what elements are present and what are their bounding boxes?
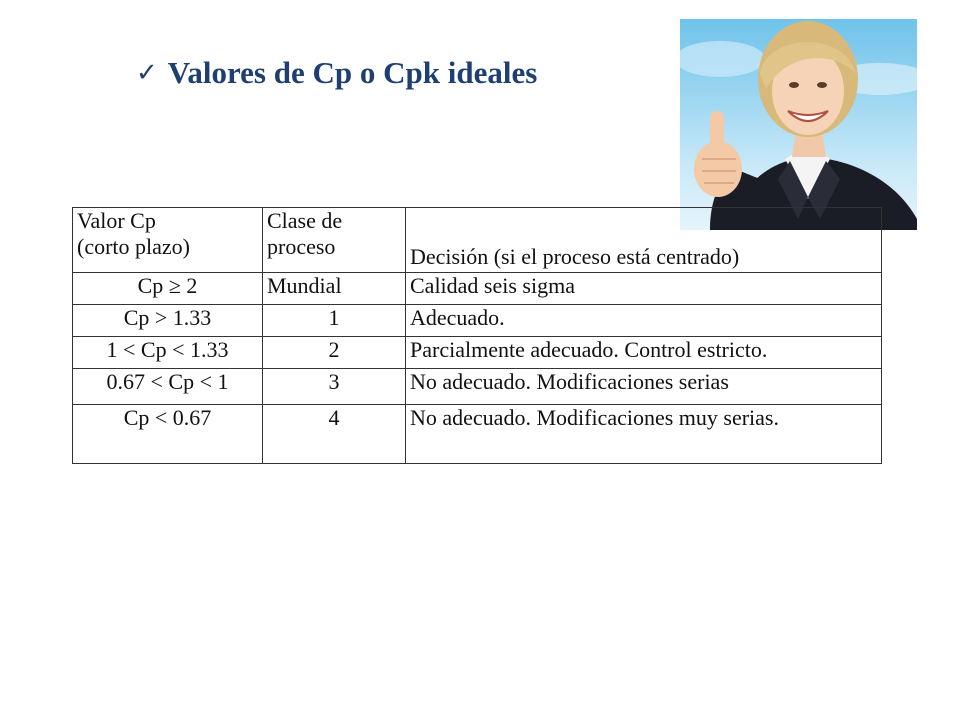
table-row <box>73 369 882 405</box>
table-row <box>73 405 882 464</box>
table-row <box>73 305 882 337</box>
cell-valor: 1 < Cp < 1.33 <box>73 337 263 369</box>
cell-clase: Mundial <box>263 273 406 305</box>
header-valor-cp-line2: (corto plazo) <box>77 234 190 259</box>
cell-clase: 3 <box>263 369 406 405</box>
table-row <box>73 273 882 305</box>
cell-decision: Adecuado. <box>406 305 882 337</box>
cell-valor: Cp > 1.33 <box>73 305 263 337</box>
cell-valor: Cp ≥ 2 <box>73 273 263 305</box>
cell-clase: 4 <box>263 405 406 464</box>
cell-clase: 1 <box>263 305 406 337</box>
table-row <box>73 337 882 369</box>
table-header-row <box>73 208 882 273</box>
cell-decision: Calidad seis sigma <box>406 273 882 305</box>
header-clase-line2: proceso <box>267 234 336 259</box>
cell-valor: Cp < 0.67 <box>73 405 263 464</box>
checkmark-icon: ✓ <box>136 58 158 88</box>
cell-valor: 0.67 < Cp < 1 <box>73 369 263 405</box>
cp-values-table <box>72 207 882 464</box>
thumbs-up-woman-photo <box>680 19 917 230</box>
cell-decision: No adecuado. Modificaciones muy serias. <box>406 405 882 464</box>
header-clase-proceso <box>263 208 406 273</box>
header-valor-cp-line1: Valor Cp <box>77 208 156 233</box>
header-decision: Decisión (si el proceso está centrado) <box>406 208 882 273</box>
header-clase-line1: Clase de <box>267 208 343 233</box>
header-valor-cp <box>73 208 263 273</box>
slide-title-text: Valores de Cp o Cpk ideales <box>167 55 538 90</box>
cell-clase: 2 <box>263 337 406 369</box>
slide-title <box>136 50 537 96</box>
cell-decision: Parcialmente adecuado. Control estricto. <box>406 337 882 369</box>
cell-decision: No adecuado. Modificaciones serias <box>406 369 882 405</box>
